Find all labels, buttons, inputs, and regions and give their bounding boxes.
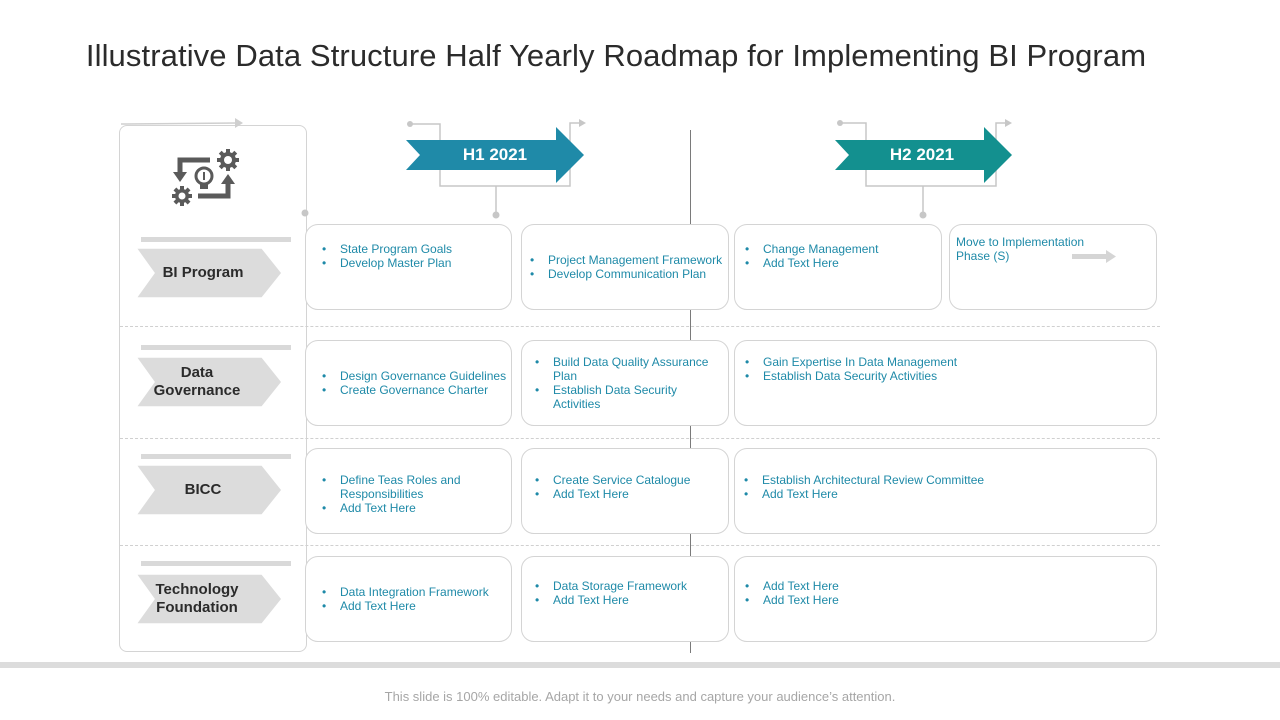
- row-label-text: BI Program: [162, 264, 244, 281]
- label-accent-bar: [141, 237, 291, 242]
- list-item: • Gain Expertise In Data Management: [763, 355, 957, 369]
- card-bicc-h2: [734, 448, 1157, 534]
- list-item: • Create Governance Charter: [340, 383, 506, 397]
- card-bicc-h1b: [521, 448, 729, 534]
- list-item: • Add Text Here: [763, 579, 839, 593]
- card-dg-h1a: [305, 340, 512, 426]
- list-item: • Build Data Quality Assurance Plan: [553, 355, 722, 383]
- panel-arrow: [119, 116, 249, 132]
- row-separator: [120, 545, 1160, 546]
- row-label-text: Technology: [155, 581, 239, 598]
- phase-label-h2: H2 2021: [889, 145, 955, 164]
- list-item: • Add Text Here: [340, 501, 491, 515]
- row-label-text: BICC: [184, 481, 222, 498]
- card-tf-h1b: [521, 556, 729, 642]
- card-bi-h1a: [305, 224, 512, 310]
- list-item: • Establish Data Security Activities: [553, 383, 722, 411]
- row-label-text: Foundation: [156, 599, 238, 616]
- list-item: • Add Text Here: [763, 256, 878, 270]
- right-arrow-icon: [1070, 247, 1120, 267]
- list-item: • Develop Master Plan: [340, 256, 452, 270]
- list-item: • Define Teas Roles and Responsibilities: [340, 473, 491, 501]
- phase-label-h1: H1 2021: [462, 145, 528, 164]
- row-label-text: Data: [180, 364, 214, 381]
- footer-note: This slide is 100% editable. Adapt it to your needs and capture your audience’s attention.: [384, 689, 896, 704]
- phase-transition-text: Move to Implementation Phase (S): [956, 235, 1085, 263]
- row-label-data-governance: [134, 355, 284, 409]
- list-item: • Add Text Here: [553, 593, 687, 607]
- row-label-bi-program: [134, 246, 284, 300]
- label-accent-bar: [141, 454, 291, 459]
- list-item: • Establish Architectural Review Committee: [762, 473, 984, 487]
- card-bi-h2a: [734, 224, 942, 310]
- card-tf-h1a: [305, 556, 512, 642]
- list-item: • Establish Data Security Activities: [763, 369, 957, 383]
- row-separator: [120, 438, 1160, 439]
- slide-title: Illustrative Data Structure Half Yearly Roadmap for Implementing BI Program: [85, 38, 1147, 73]
- list-item: • Create Service Catalogue: [553, 473, 690, 487]
- card-tf-h2: [734, 556, 1157, 642]
- row-label-technology-foundation: [134, 572, 284, 626]
- card-dg-h2: [734, 340, 1157, 426]
- list-item: • Add Text Here: [763, 593, 839, 607]
- card-dg-h1b: [521, 340, 729, 426]
- list-item: • Add Text Here: [553, 487, 690, 501]
- list-item: • Add Text Here: [340, 599, 489, 613]
- row-separator: [120, 326, 1160, 327]
- footer-divider: [0, 662, 1280, 668]
- card-bi-h1b: [521, 224, 729, 310]
- list-item: • State Program Goals: [340, 242, 452, 256]
- list-item: • Project Management Framework: [548, 253, 722, 267]
- label-accent-bar: [141, 345, 291, 350]
- list-item: • Develop Communication Plan: [548, 267, 722, 281]
- label-accent-bar: [141, 561, 291, 566]
- list-item: • Data Integration Framework: [340, 585, 489, 599]
- row-label-bicc: [134, 463, 284, 517]
- phase-header-graphics: [300, 110, 1030, 222]
- list-item: • Change Management: [763, 242, 878, 256]
- list-item: • Add Text Here: [762, 487, 984, 501]
- list-item: • Data Storage Framework: [553, 579, 687, 593]
- row-label-text: Governance: [153, 382, 241, 399]
- gears-bulb-cycle-icon: [166, 146, 242, 210]
- card-bi-h2b: [949, 224, 1157, 310]
- list-item: • Design Governance Guidelines: [340, 369, 506, 383]
- card-bicc-h1a: [305, 448, 512, 534]
